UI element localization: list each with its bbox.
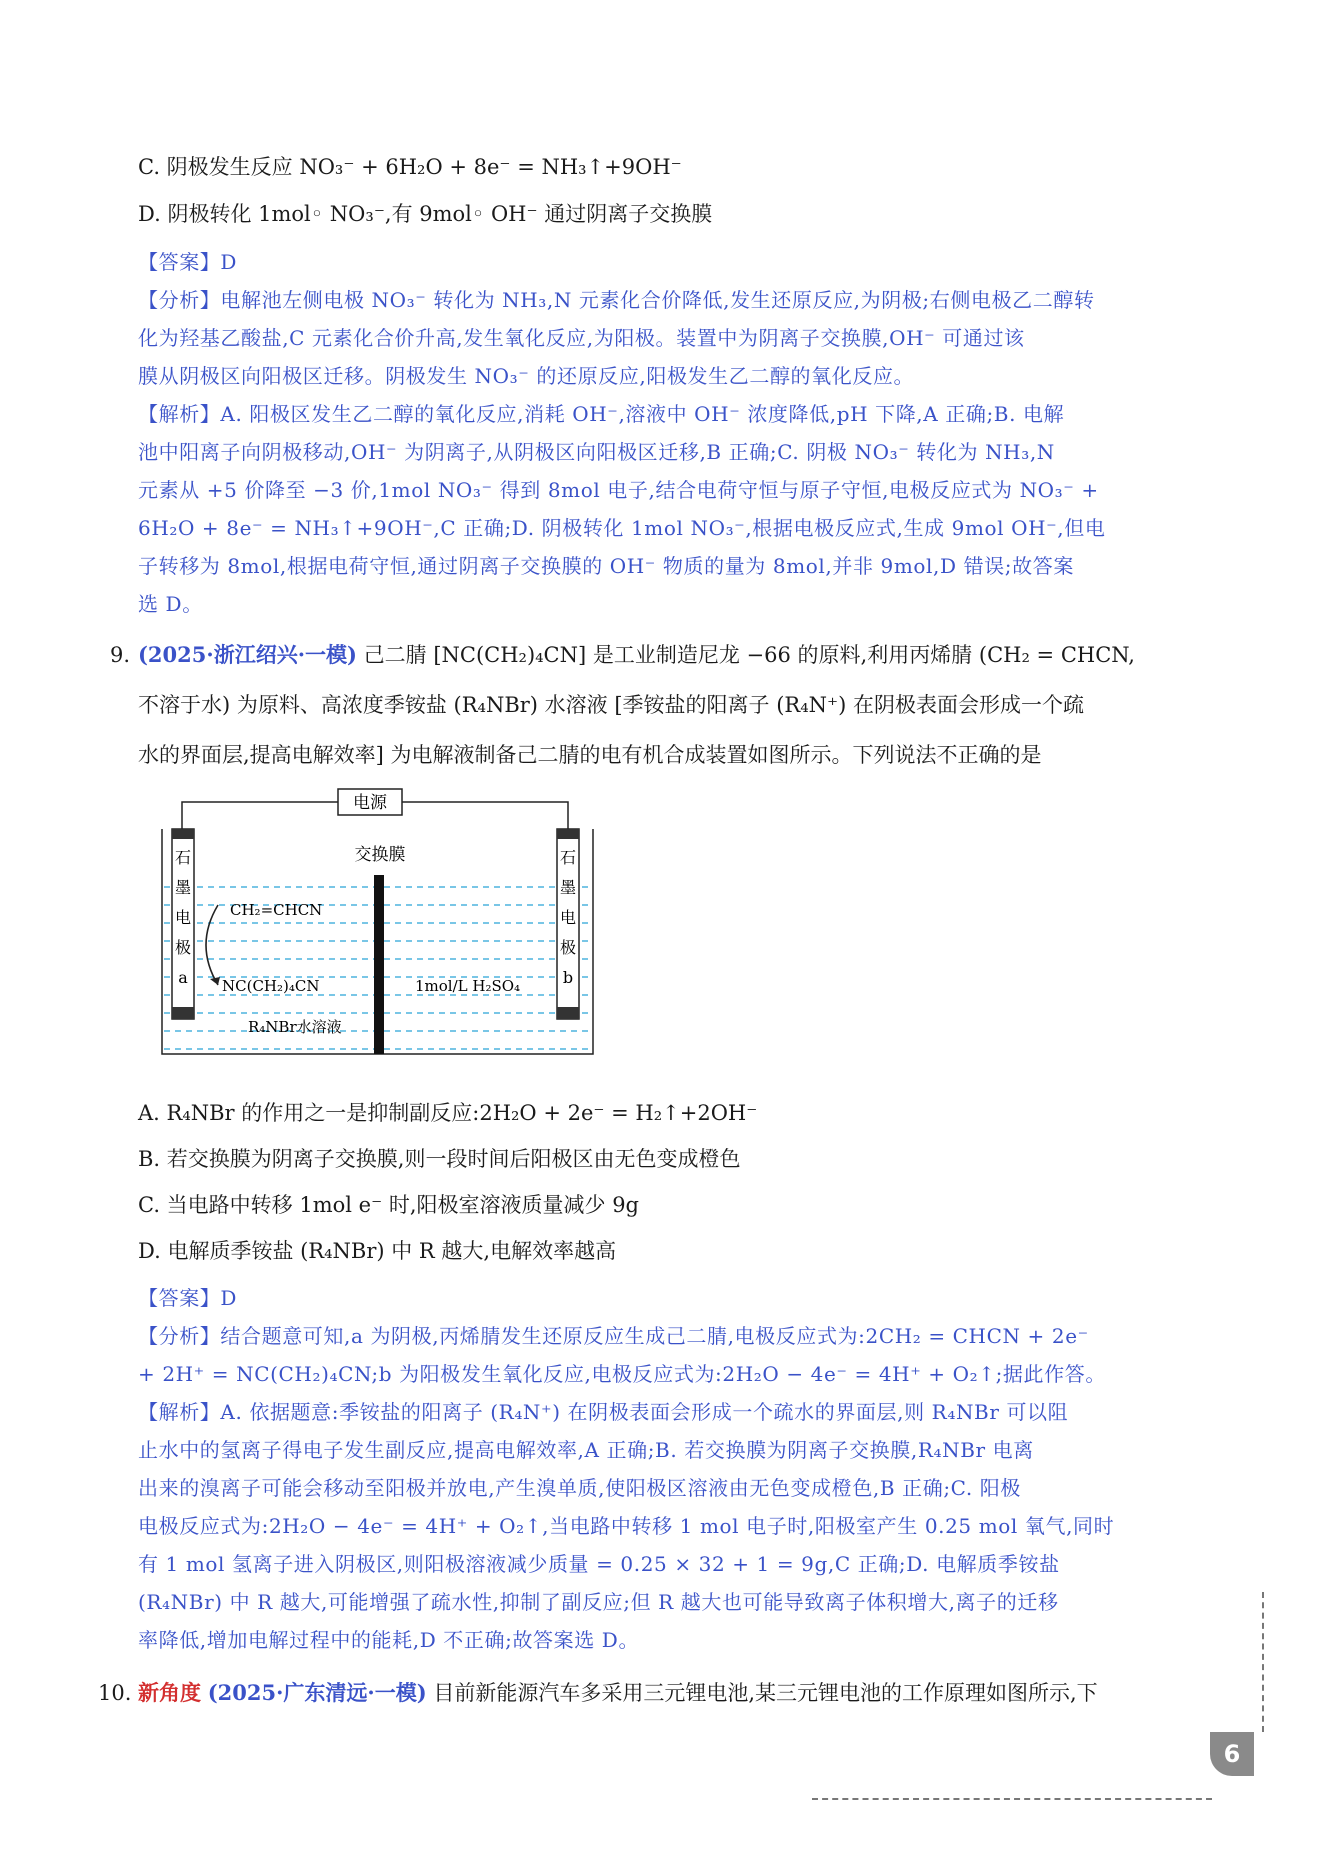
- q10-stem: [138, 1678, 1098, 1708]
- q8-explain-line: 池中阳离子向阴极移动,OH⁻ 为阴离子,从阴极区向阳极区迁移,B 正确;C. 阴极 NO₃⁻ 转化为 NH₃,N: [138, 440, 1055, 464]
- q9-stem-first: [138, 640, 1135, 670]
- membrane-label: 交换膜: [354, 845, 406, 865]
- q9-number: 9.: [110, 643, 131, 667]
- exchange-membrane: [374, 875, 384, 1054]
- q9-option-a: A. R₄NBr 的作用之一是抑制副反应:2H₂O + 2e⁻ = H₂↑+2OH⁻: [138, 1101, 758, 1125]
- electrode-a-char: a: [178, 968, 188, 987]
- electrode-a-char: 电: [174, 908, 192, 927]
- electrode-a-char: 石: [174, 848, 192, 867]
- electrode-b-char: b: [562, 968, 574, 987]
- q9-explain-line: 【解析】A. 依据题意:季铵盐的阳离子 (R₄N⁺) 在阴极表面会形成一个疏水的界面层,则 R₄NBr 可以阻: [138, 1400, 1069, 1424]
- wire-right: [402, 802, 568, 829]
- q10-tag: 新角度: [138, 1680, 201, 1705]
- q8-explain-line: 6H₂O + 8e⁻ = NH₃↑+9OH⁻,C 正确;D. 阴极转化 1mol NO₃⁻,根据电极反应式,生成 9mol OH⁻,但电: [138, 516, 1106, 540]
- electrode-b-char: 电: [559, 908, 577, 927]
- q8-answer: 【答案】D: [138, 250, 238, 274]
- product-label: NC(CH₂)₄CN: [222, 977, 320, 995]
- left-solution-label: R₄NBr水溶液: [248, 1018, 342, 1036]
- electrode-b-char: 极: [559, 938, 577, 957]
- right-solution-label: 1mol/L H₂SO₄: [415, 977, 521, 995]
- page-border-dashed-vertical: [1262, 1592, 1264, 1732]
- q8-analysis-line: 膜从阴极区向阳极区迁移。阴极发生 NO₃⁻ 的还原反应,阳极发生乙二醇的氧化反应。: [138, 364, 915, 388]
- q8-explain-line: 【解析】A. 阳极区发生乙二醇的氧化反应,消耗 OH⁻,溶液中 OH⁻ 浓度降低,pH 下降,A 正确;B. 电解: [138, 402, 1065, 426]
- wire-left: [182, 802, 338, 829]
- electrode-a-char: 极: [174, 938, 192, 957]
- electrode-b-char: 石: [559, 848, 577, 867]
- reactant-label: CH₂=CHCN: [230, 901, 323, 919]
- q9-explain-line: (R₄NBr) 中 R 越大,可能增强了疏水性,抑制了副反应;但 R 越大也可能导致离子体积增大,离子的迁移: [138, 1590, 1059, 1614]
- q9-explain-line: 止水中的氢离子得电子发生副反应,提高电解效率,A 正确;B. 若交换膜为阴离子交换膜,R₄NBr 电离: [138, 1438, 1034, 1462]
- q9-explain-line: 电极反应式为:2H₂O − 4e⁻ = 4H⁺ + O₂↑,当电路中转移 1 mol 电子时,阳极室产生 0.25 mol 氧气,同时: [138, 1514, 1115, 1538]
- q8-analysis-line: 【分析】电解池左侧电极 NO₃⁻ 转化为 NH₃,N 元素化合价降低,发生还原反应,为阴极;右侧电极乙二醇转: [138, 288, 1095, 312]
- q8-option-d: D. 阴极转化 1mol◦ NO₃⁻,有 9mol◦ OH⁻ 通过阴离子交换膜: [138, 202, 713, 226]
- q10-source: (2025·广东清远·一模): [207, 1680, 427, 1705]
- q9-stem-line: 己二腈 [NC(CH₂)₄CN] 是工业制造尼龙 −66 的原料,利用丙烯腈 (CH₂ = CHCN,: [363, 643, 1135, 667]
- q9-option-d: D. 电解质季铵盐 (R₄NBr) 中 R 越大,电解效率越高: [138, 1239, 617, 1263]
- q9-source: (2025·浙江绍兴·一模): [138, 642, 357, 667]
- q10-stem-text: 目前新能源汽车多采用三元锂电池,某三元锂电池的工作原理如图所示,下: [433, 1681, 1098, 1705]
- q10-number: 10.: [98, 1681, 132, 1705]
- q9-stem-line: 水的界面层,提高电解效率] 为电解液制备己二腈的电有机合成装置如图所示。下列说法不正确的是: [138, 743, 1042, 767]
- electrode-b-char: 墨: [559, 878, 577, 897]
- q8-option-c: C. 阴极发生反应 NO₃⁻ + 6H₂O + 8e⁻ = NH₃↑+9OH⁻: [138, 155, 682, 179]
- reaction-arrow-head: [210, 977, 220, 985]
- q8-analysis-line: 化为羟基乙酸盐,C 元素化合价升高,发生氧化反应,为阳极。装置中为阴离子交换膜,OH⁻ 可通过该: [138, 326, 1025, 350]
- power-source-label: 电源: [353, 793, 387, 813]
- q9-explain-line: 出来的溴离子可能会移动至阳极并放电,产生溴单质,使阳极区溶液由无色变成橙色,B 正确;C. 阳极: [138, 1476, 1021, 1500]
- q9-analysis-line: + 2H⁺ = NC(CH₂)₄CN;b 为阳极发生氧化反应,电极反应式为:2H₂O − 4e⁻ = 4H⁺ + O₂↑;据此作答。: [138, 1362, 1106, 1386]
- electrode-a-char: 墨: [174, 878, 192, 897]
- q8-explain-line: 选 D。: [138, 592, 203, 616]
- q8-explain-line: 子转移为 8mol,根据电荷守恒,通过阴离子交换膜的 OH⁻ 物质的量为 8mol,并非 9mol,D 错误;故答案: [138, 554, 1074, 578]
- q9-explain-line: 有 1 mol 氢离子进入阴极区,则阳极溶液减少质量 = 0.25 × 32 + 1 = 9g,C 正确;D. 电解质季铵盐: [138, 1552, 1060, 1576]
- q8-explain-line: 元素从 +5 价降至 −3 价,1mol NO₃⁻ 得到 8mol 电子,结合电荷守恒与原子守恒,电极反应式为 NO₃⁻ +: [138, 478, 1099, 502]
- q9-explain-line: 率降低,增加电解过程中的能耗,D 不正确;故答案选 D。: [138, 1628, 640, 1652]
- reaction-arrow: [206, 905, 218, 985]
- page-number: 6: [1210, 1732, 1254, 1776]
- q9-stem-line: 不溶于水) 为原料、高浓度季铵盐 (R₄NBr) 水溶液 [季铵盐的阳离子 (R₄N⁺) 在阴极表面会形成一个疏: [138, 693, 1084, 717]
- electrolysis-diagram: [160, 787, 595, 1057]
- q9-analysis-line: 【分析】结合题意可知,a 为阴极,丙烯腈发生还原反应生成己二腈,电极反应式为:2CH₂ = CHCN + 2e⁻: [138, 1324, 1089, 1348]
- q9-option-c: C. 当电路中转移 1mol e⁻ 时,阳极室溶液质量减少 9g: [138, 1193, 639, 1217]
- q9-option-b: B. 若交换膜为阴离子交换膜,则一段时间后阳极区由无色变成橙色: [138, 1147, 741, 1171]
- page-border-dashed-horizontal: [812, 1798, 1212, 1800]
- q9-answer: 【答案】D: [138, 1286, 238, 1310]
